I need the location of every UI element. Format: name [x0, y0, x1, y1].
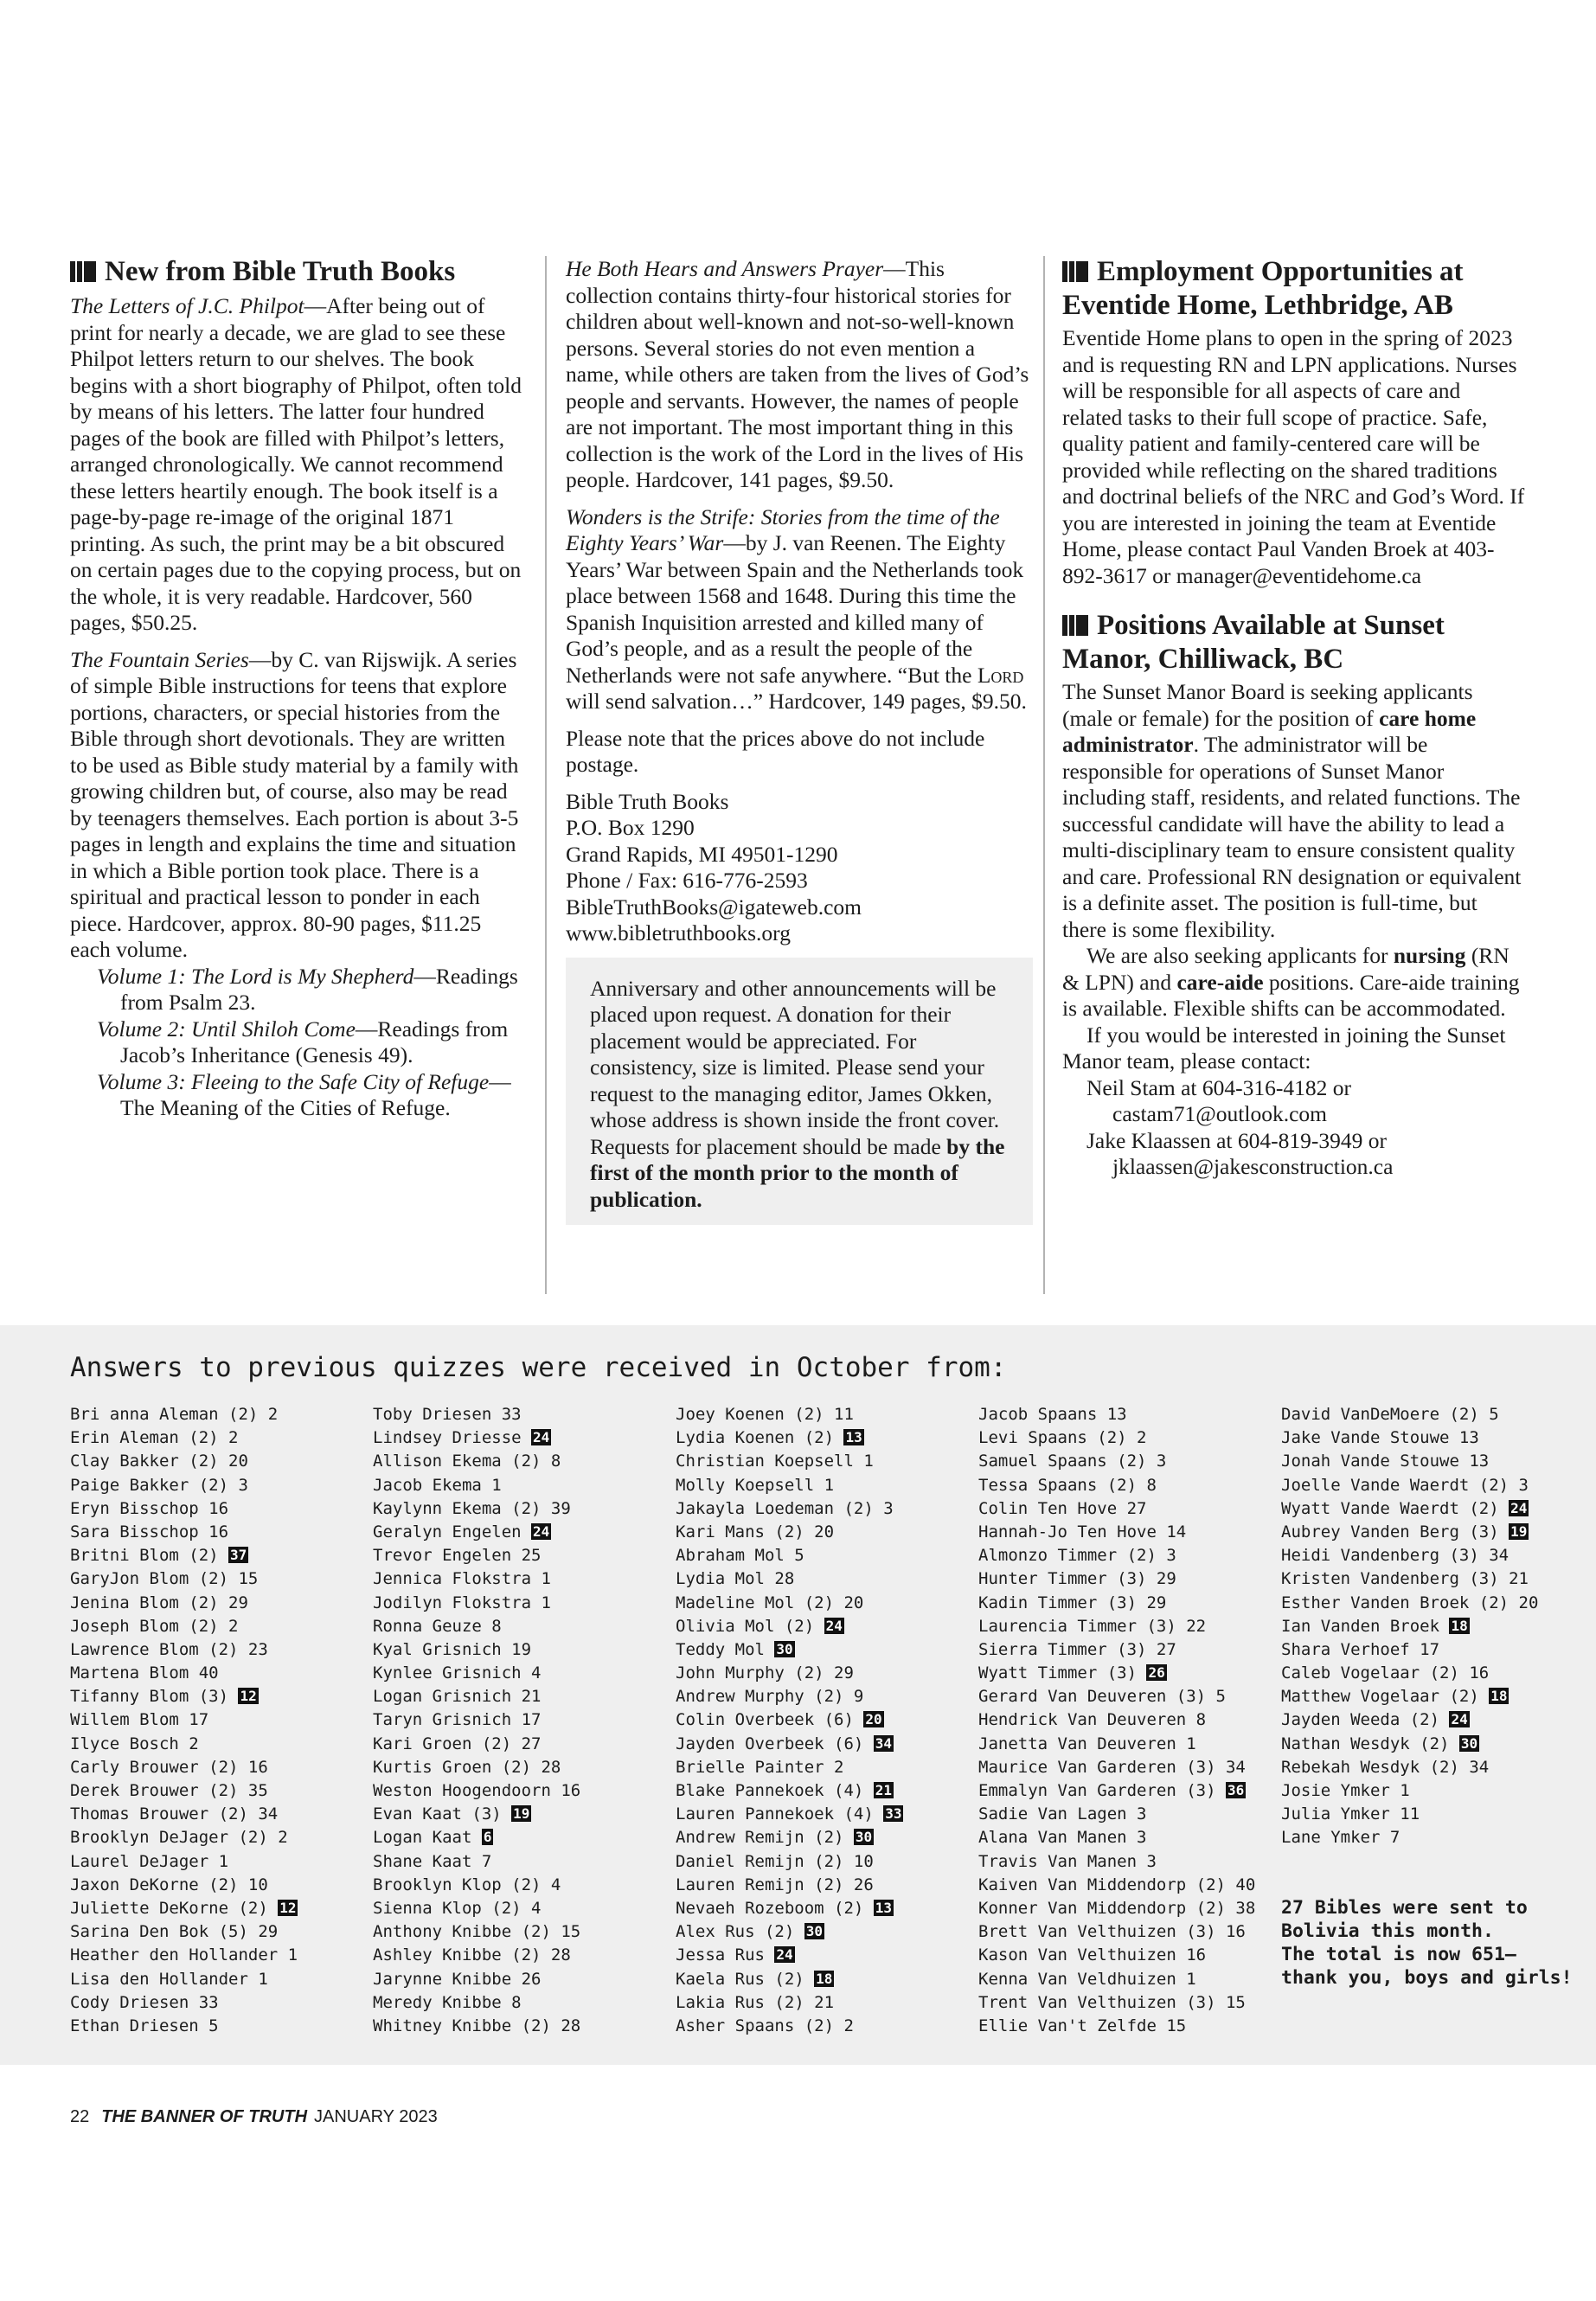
quiz-name-entry: Britni Blom (2) 37 [70, 1546, 247, 1566]
book-title: He Both Hears and Answers Prayer [566, 256, 884, 281]
quiz-names-column [373, 1403, 580, 2038]
quiz-name-entry: Ellie Van't Zelfde 15 [978, 2016, 1187, 2035]
quiz-name-entry: Andrew Murphy (2) 9 [676, 1687, 864, 1707]
quiz-name-entry: Derek Brouwer (2) 35 [70, 1781, 268, 1800]
quiz-name-entry: Tessa Spaans (2) 8 [978, 1475, 1157, 1495]
highlighted-score-badge: 34 [875, 1734, 893, 1752]
quiz-name-entry: Hendrick Van Deuveren 8 [978, 1710, 1207, 1730]
quiz-name-entry: Alana Van Manen 3 [978, 1828, 1147, 1848]
highlighted-score-badge: 24 [533, 1429, 550, 1446]
website-link[interactable]: www.bibletruthbooks.org [566, 920, 791, 945]
quiz-name-entry: GaryJon Blom (2) 15 [70, 1569, 259, 1589]
highlighted-score-badge: 33 [885, 1805, 902, 1823]
quiz-names-column [676, 1403, 903, 2038]
fountain-entry: The Fountain Series—by C. van Rijswijk. A series of simple Bible instructions for teens that explore portions, characters, or special histories from the Bible through short devotionals. They are written to be used as Bible study material by a family with growing children but, of course, also may be read by teenagers themselves. Each portion is about 3-5 pages in length and explains the time and situation in which a Bible portion took place. There is a spiritual and practical lesson to ponder in each piece. Hardcover, approx. 80-90 pages, $11.25 each volume. [70, 646, 519, 962]
quiz-name-entry: Jonah Vande Stouwe 13 [1281, 1452, 1490, 1471]
quiz-title: Answers to previous quizzes were received in October from: [70, 1352, 1007, 1383]
quiz-name-entry: Christian Koepsell 1 [676, 1452, 874, 1471]
sunset-paragraph-3: If you would be interested in joining the Sunset Manor team, please contact: [1062, 1022, 1506, 1074]
highlighted-score-badge: 24 [533, 1522, 550, 1540]
quiz-name-entry: Kari Mans (2) 20 [676, 1522, 835, 1541]
prayer-entry: He Both Hears and Answers Prayer—This collection contains thirty-four historical stories for children about well-known and not-so-well-known persons. Several stories do not even mention a name, while others are taken from the lives of God’s people and servants. However, the names of people are not important. The most important thing in this collection is the work of the Lord in the lives of His people. Hardcover, 141 pages, $9.50. [566, 256, 1029, 492]
quiz-name-entry: Brielle Painter 2 [676, 1757, 844, 1777]
highlighted-score-badge: 30 [855, 1829, 873, 1846]
highlighted-score-badge: 19 [513, 1805, 530, 1823]
quiz-name-entry: Jaxon DeKorne (2) 10 [70, 1875, 268, 1894]
quiz-name-entry: Joelle Vande Waerdt (2) 3 [1281, 1475, 1529, 1495]
quiz-name-entry: Brett Van Velthuizen (3) 16 [978, 1922, 1246, 1942]
quiz-name-entry: Brooklyn Klop (2) 4 [373, 1875, 561, 1894]
quiz-name-entry: Clay Bakker (2) 20 [70, 1452, 248, 1471]
highlighted-score-badge: 13 [845, 1429, 862, 1446]
quiz-name-entry: Josie Ymker 1 [1281, 1781, 1410, 1800]
highlighted-score-badge: 26 [1148, 1664, 1165, 1682]
quiz-name-entry: Konner Van Middendorp (2) 38 [978, 1898, 1256, 1918]
quiz-name-entry: Janetta Van Deuveren 1 [978, 1734, 1196, 1753]
quiz-name-entry: Kaela Rus (2) 18 [676, 1969, 833, 1989]
quiz-name-entry: Levi Spaans (2) 2 [978, 1428, 1147, 1448]
column-new-books [70, 256, 524, 1122]
highlighted-score-badge: 19 [1510, 1522, 1528, 1540]
quiz-name-entry: Kaiven Van Middendorp (2) 40 [978, 1875, 1256, 1894]
section-marker-icon [70, 258, 98, 290]
quiz-name-entry: Kadin Timmer (3) 29 [978, 1593, 1167, 1612]
quiz-name-entry: Lindsey Driesse 24 [373, 1428, 550, 1448]
volume-item: Volume 1: The Lord is My Shepherd—Readings from Psalm 23. [97, 963, 518, 1015]
quiz-name-entry: Allison Ekema (2) 8 [373, 1452, 561, 1471]
quiz-name-entry: Alex Rus (2) 30 [676, 1922, 823, 1942]
email-link[interactable]: castam71@outlook.com [1112, 1101, 1327, 1126]
quiz-name-entry: Eryn Bisschop 16 [70, 1498, 229, 1518]
quiz-name-entry: Evan Kaat (3) 19 [373, 1804, 530, 1824]
highlighted-score-badge: 24 [776, 1946, 793, 1964]
announcement-box: Anniversary and other announcements will be placed upon request. A donation for their placement would be appreciated. For consistency, size is limited. Please send your request to the managing editor, James Okken, whose address is shown inside the front cover. Requests for placement should be made by the first of the month prior to the month of publication. [566, 958, 1033, 1226]
book-title: The Letters of J.C. Philpot [70, 293, 304, 318]
quiz-name-entry: Trent Van Velthuizen (3) 15 [978, 1992, 1246, 2012]
quiz-name-entry: Lydia Koenen (2) 13 [676, 1428, 862, 1448]
quiz-name-entry: Maurice Van Garderen (3) 34 [978, 1757, 1246, 1777]
quiz-name-entry: Juliette DeKorne (2) 12 [70, 1898, 297, 1918]
quiz-name-entry: Matthew Vogelaar (2) 18 [1281, 1687, 1508, 1707]
quiz-name-entry: Olivia Mol (2) 24 [676, 1616, 843, 1636]
highlighted-score-badge: 30 [805, 1923, 823, 1940]
quiz-name-entry: Laurencia Timmer (3) 22 [978, 1616, 1207, 1636]
highlighted-score-badge: 13 [875, 1899, 893, 1916]
email-link[interactable]: BibleTruthBooks@igateweb.com [566, 894, 862, 920]
quiz-name-entry: Jarynne Knibbe 26 [373, 1969, 542, 1989]
quiz-name-entry: Wyatt Timmer (3) 26 [978, 1663, 1165, 1683]
column-books-continued [566, 256, 1033, 1225]
quiz-name-entry: Daniel Remijn (2) 10 [676, 1851, 874, 1871]
address-line: P.O. Box 1290 [566, 815, 695, 840]
quiz-name-entry: Cody Driesen 33 [70, 1992, 219, 2012]
volume-item: Volume 3: Fleeing to the Safe City of Refuge—The Meaning of the Cities of Refuge. [97, 1068, 511, 1120]
section-heading-eventide: Employment Opportunities at Eventide Home, Lethbridge, AB [1062, 256, 1464, 321]
highlighted-score-badge: 30 [776, 1640, 793, 1657]
quiz-name-entry: Kurtis Groen (2) 28 [373, 1757, 561, 1777]
quiz-name-entry: Lisa den Hollander 1 [70, 1969, 268, 1989]
quiz-name-entry: Nevaeh Rozeboom (2) 13 [676, 1898, 893, 1918]
quiz-name-entry: Carly Brouwer (2) 16 [70, 1757, 268, 1777]
quiz-name-entry: Kari Groen (2) 27 [373, 1734, 542, 1753]
highlighted-score-badge: 6 [483, 1829, 492, 1846]
quiz-name-entry: Lauren Remijn (2) 26 [676, 1875, 874, 1894]
section-marker-icon [1062, 258, 1090, 290]
quiz-name-entry: Jodilyn Flokstra 1 [373, 1593, 551, 1612]
quiz-name-entry: Sienna Klop (2) 4 [373, 1898, 542, 1918]
sunset-paragraph-2: We are also seeking applicants for nursing (RN & LPN) and care-aide positions. Care-aide training is available. Flexible shifts can be accommodated. [1062, 943, 1520, 1021]
quiz-name-entry: Ashley Knibbe (2) 28 [373, 1945, 571, 1965]
quiz-name-entry: Teddy Mol 30 [676, 1639, 793, 1659]
quiz-name-entry: Colin Overbeek (6) 20 [676, 1710, 882, 1730]
quiz-name-entry: Kyal Grisnich 19 [373, 1639, 532, 1659]
quiz-name-entry: Logan Grisnich 21 [373, 1687, 542, 1707]
quiz-name-entry: Wyatt Vande Waerdt (2) 24 [1281, 1498, 1528, 1518]
quiz-name-entry: Lawrence Blom (2) 23 [70, 1639, 268, 1659]
publication-name: THE BANNER OF TRUTH [101, 2107, 308, 2126]
quiz-name-entry: Erin Aleman (2) 2 [70, 1428, 239, 1448]
highlighted-score-badge: 18 [816, 1970, 833, 1987]
highlighted-score-badge: 18 [1451, 1617, 1468, 1634]
quiz-name-entry: Tifanny Blom (3) 12 [70, 1687, 257, 1707]
quiz-name-entry: Rebekah Wesdyk (2) 34 [1281, 1757, 1490, 1777]
highlighted-score-badge: 30 [1460, 1734, 1478, 1752]
issue-date: JANUARY 2023 [314, 2107, 438, 2126]
quiz-name-entry: Geralyn Engelen 24 [373, 1522, 550, 1541]
quiz-name-entry: Kynlee Grisnich 4 [373, 1663, 542, 1683]
quiz-name-entry: Jennica Flokstra 1 [373, 1569, 551, 1589]
quiz-name-entry: Travis Van Manen 3 [978, 1851, 1157, 1871]
quiz-name-entry: Sarina Den Bok (5) 29 [70, 1922, 279, 1942]
prices-note: Please note that the prices above do not include postage. [566, 725, 985, 777]
quiz-name-entry: John Murphy (2) 29 [676, 1663, 854, 1683]
quiz-name-entry: Heather den Hollander 1 [70, 1945, 298, 1965]
quiz-name-entry: David VanDeMoere (2) 5 [1281, 1405, 1499, 1424]
quiz-name-entry: Logan Kaat 6 [373, 1828, 492, 1848]
quiz-name-entry: Shane Kaat 7 [373, 1851, 492, 1871]
volume-item: Volume 2: Until Shiloh Come—Readings from Jacob’s Inheritance (Genesis 49). [97, 1016, 509, 1067]
quiz-name-entry: Almonzo Timmer (2) 3 [978, 1546, 1176, 1566]
email-link[interactable]: jklaassen@jakesconstruction.ca [1112, 1154, 1394, 1179]
quiz-name-entry: Sierra Timmer (3) 27 [978, 1639, 1176, 1659]
quiz-name-entry: Joseph Blom (2) 2 [70, 1616, 239, 1636]
quiz-name-entry: Ronna Geuze 8 [373, 1616, 502, 1636]
highlighted-score-badge: 20 [865, 1711, 882, 1728]
quiz-name-entry: Joey Koenen (2) 11 [676, 1405, 854, 1424]
quiz-name-entry: Emmalyn Van Garderen (3) 36 [978, 1781, 1245, 1800]
quiz-names-column [1281, 1403, 1538, 1850]
address-line: Grand Rapids, MI 49501-1290 [566, 841, 838, 867]
eventide-text: Eventide Home plans to open in the spring of 2023 and is requesting RN and LPN applications. Nurses will be responsible for all aspects of care and related tasks to their full scope of practice. Safe, quality patient and family-centered care will be provided while reflecting on the shared traditions and doctrinal beliefs of the NRC and God’s Word. If you are interested in joining the team at Eventide Home, please contact Paul Vanden Broek at 403-892-3617 or manager@eventidehome.ca [1062, 325, 1525, 588]
quiz-name-entry: Jayden Overbeek (6) 34 [676, 1734, 893, 1753]
sunset-paragraph-1: The Sunset Manor Board is seeking applicants (male or female) for the position of care home administrator. The administrator will be responsible for operations of Sunset Manor including staff, residents, and related functions. The successful candidate will have the ability to lead a multi-disciplinary team to ensure consistent quality and care. Professional RN designation or equivalent is a definite asset. The position is full-time, but there is some flexibility. [1062, 679, 1522, 942]
quiz-name-entry: Shara Verhoef 17 [1281, 1639, 1440, 1659]
highlighted-score-badge: 24 [1451, 1711, 1468, 1728]
quiz-name-entry: Andrew Remijn (2) 30 [676, 1828, 873, 1848]
quiz-name-entry: Ian Vanden Broek 18 [1281, 1616, 1468, 1636]
phone-fax: Phone / Fax: 616-776-2593 [566, 868, 808, 893]
address-line: Bible Truth Books [566, 788, 729, 814]
publisher-address [566, 789, 1033, 947]
quiz-name-entry: Jake Vande Stouwe 13 [1281, 1428, 1479, 1448]
quiz-name-entry: Caleb Vogelaar (2) 16 [1281, 1663, 1490, 1683]
quiz-name-entry: Taryn Grisnich 17 [373, 1710, 542, 1730]
column-rule-1 [545, 256, 547, 1294]
quiz-name-entry: Colin Ten Hove 27 [978, 1498, 1147, 1518]
quiz-name-entry: Hunter Timmer (3) 29 [978, 1569, 1176, 1589]
quiz-name-entry: Kristen Vandenberg (3) 21 [1281, 1569, 1529, 1589]
quiz-name-entry: Toby Driesen 33 [373, 1405, 522, 1424]
quiz-name-entry: Esther Vanden Broek (2) 20 [1281, 1593, 1539, 1612]
quiz-name-entry: Blake Pannekoek (4) 21 [676, 1781, 893, 1800]
quiz-name-entry: Willem Blom 17 [70, 1710, 209, 1730]
quiz-name-entry: Heidi Vandenberg (3) 34 [1281, 1546, 1509, 1566]
quiz-name-entry: Paige Bakker (2) 3 [70, 1475, 248, 1495]
quiz-name-entry: Thomas Brouwer (2) 34 [70, 1804, 279, 1824]
highlighted-score-badge: 36 [1227, 1782, 1245, 1798]
quiz-name-entry: Lydia Mol 28 [676, 1569, 795, 1589]
quiz-name-entry: Jayden Weeda (2) 24 [1281, 1710, 1468, 1730]
quiz-name-entry: Whitney Knibbe (2) 28 [373, 2016, 581, 2035]
section-heading-new-books: New from Bible Truth Books [70, 256, 524, 290]
quiz-name-entry: Julia Ymker 11 [1281, 1804, 1420, 1824]
wonders-entry: Wonders is the Strife: Stories from the time of the Eighty Years’ War—by J. van Reenen. The Eighty Years’ War between Spain and the Netherlands took place between 1568 and 1648. During this time the Spanish Inquisition arrested and killed many of God’s people, and as a result the people of the Netherlands were not safe anywhere. “But the Lord will send salvation…” Hardcover, 149 pages, $9.50. [566, 503, 1027, 714]
highlighted-score-badge: 12 [279, 1899, 297, 1916]
highlighted-score-badge: 18 [1490, 1688, 1508, 1705]
quiz-names-column [978, 1403, 1255, 2038]
quiz-name-entry: Brooklyn DeJager (2) 2 [70, 1828, 288, 1848]
quiz-name-entry: Asher Spaans (2) 2 [676, 2016, 854, 2035]
quiz-name-entry: Molly Koepsell 1 [676, 1475, 835, 1495]
quiz-name-entry: Meredy Knibbe 8 [373, 1992, 522, 2012]
quiz-name-entry: Martena Blom 40 [70, 1663, 219, 1683]
column-employment [1062, 256, 1525, 1181]
quiz-names-column [70, 1403, 298, 2038]
quiz-name-entry: Weston Hoogendoorn 16 [373, 1781, 581, 1800]
quiz-name-entry: Abraham Mol 5 [676, 1546, 804, 1566]
quiz-name-entry: Hannah-Jo Ten Hove 14 [978, 1522, 1187, 1541]
quiz-name-entry: Lauren Pannekoek (4) 33 [676, 1804, 902, 1824]
contact-line: Neil Stam at 604-316-4182 or [1086, 1074, 1351, 1100]
quiz-name-entry: Anthony Knibbe (2) 15 [373, 1922, 581, 1942]
bibles-note: 27 Bibles were sent to Bolivia this month. The total is now 651— thank you, boys and girls! [1281, 1897, 1573, 1989]
quiz-name-entry: Kenna Van Veldhuizen 1 [978, 1969, 1196, 1989]
quiz-name-entry: Bri anna Aleman (2) 2 [70, 1405, 279, 1424]
quiz-name-entry: Jacob Ekema 1 [373, 1475, 502, 1495]
quiz-name-entry: Kaylynn Ekema (2) 39 [373, 1498, 571, 1518]
quiz-name-entry: Jessa Rus 24 [676, 1945, 793, 1965]
column-rule-2 [1043, 256, 1045, 1294]
quiz-name-entry: Gerard Van Deuveren (3) 5 [978, 1687, 1226, 1707]
highlighted-score-badge: 21 [875, 1782, 893, 1798]
highlighted-score-badge: 24 [1510, 1499, 1528, 1516]
quiz-name-entry: Laurel DeJager 1 [70, 1851, 229, 1871]
book-title: Wonders is the Strife: Stories from the time of the Eighty Years’ War [566, 503, 1000, 555]
quiz-name-entry: Lakia Rus (2) 21 [676, 1992, 835, 2012]
quiz-name-entry: Lane Ymker 7 [1281, 1828, 1401, 1848]
quiz-name-entry: Trevor Engelen 25 [373, 1546, 542, 1566]
highlighted-score-badge: 37 [230, 1547, 247, 1564]
quiz-name-entry: Ethan Driesen 5 [70, 2016, 219, 2035]
quiz-name-entry: Sadie Van Lagen 3 [978, 1804, 1147, 1824]
philpot-entry: The Letters of J.C. Philpot—After being out of print for nearly a decade, we are glad to see these Philpot letters return to our shelves. The book begins with a short biography of Philpot, often told by means of his letters. The latter four hundred pages of the book are filled with Philpot’s letters, arranged chronologically. We cannot recommend these letters heartily enough. The book itself is a page-by-page re-image of the original 1871 printing. As such, the print may be a bit obscured on certain pages due to the copying process, but on the whole, it is very readable. Hardcover, 560 pages, $50.25. [70, 293, 522, 635]
quiz-name-entry: Nathan Wesdyk (2) 30 [1281, 1734, 1478, 1753]
quiz-name-entry: Kason Van Velthuizen 16 [978, 1945, 1207, 1965]
section-marker-icon [1062, 612, 1090, 644]
book-title: The Fountain Series [70, 646, 249, 672]
quiz-name-entry: Jakayla Loedeman (2) 3 [676, 1498, 894, 1518]
contact-line: Jake Klaassen at 604-819-3949 or [1086, 1127, 1387, 1153]
quiz-name-entry: Aubrey Vanden Berg (3) 19 [1281, 1522, 1528, 1541]
quiz-name-entry: Jenina Blom (2) 29 [70, 1593, 248, 1612]
page-footer [70, 2107, 438, 2127]
highlighted-score-badge: 12 [240, 1688, 257, 1705]
quiz-name-entry: Ilyce Bosch 2 [70, 1734, 199, 1753]
quiz-name-entry: Jacob Spaans 13 [978, 1405, 1127, 1424]
quiz-name-entry: Samuel Spaans (2) 3 [978, 1452, 1167, 1471]
quiz-name-entry: Madeline Mol (2) 20 [676, 1593, 864, 1612]
highlighted-score-badge: 24 [825, 1617, 843, 1634]
section-heading-sunset: Positions Available at Sunset Manor, Chilliwack, BC [1062, 610, 1445, 675]
page-number: 22 [70, 2107, 90, 2126]
quiz-name-entry: Sara Bisschop 16 [70, 1522, 229, 1541]
